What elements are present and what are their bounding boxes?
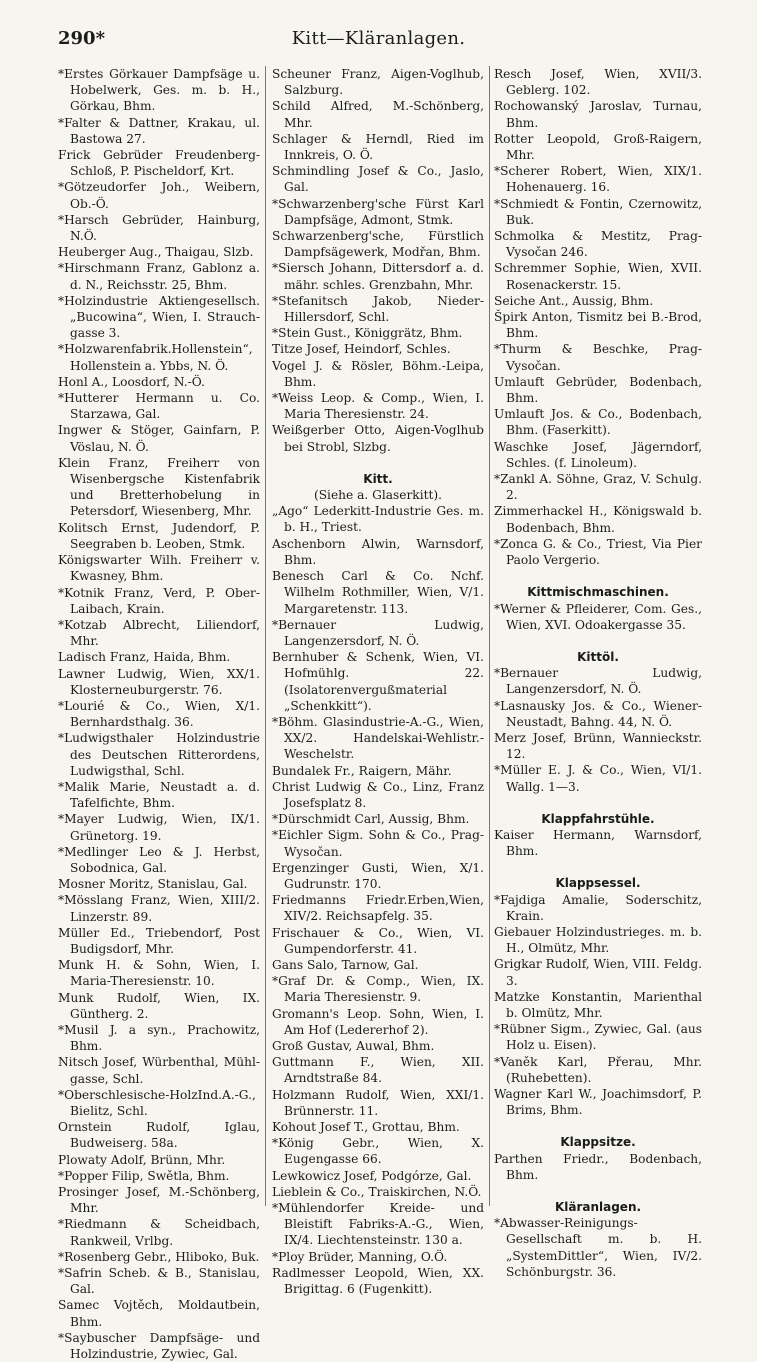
directory-entry: Nitsch Josef, Würbenthal, Mühl-gasse, Schl. (58, 1055, 260, 1086)
directory-entry: Samec Vojtěch, Moldautbein, Bhm. (58, 1298, 260, 1329)
directory-entry: Rochowanský Jaroslav, Turnau, Bhm. (494, 99, 702, 130)
directory-entry: Titze Josef, Heindorf, Schles. (272, 342, 451, 357)
directory-entry: *Scherer Robert, Wien, XIX/1. Hohenauerg. 16. (494, 164, 702, 195)
directory-entry: *Medlinger Leo & J. Herbst, Sobodnica, Gal. (58, 844, 260, 875)
directory-entry: *Musil J. a syn., Prachowitz, Bhm. (58, 1022, 260, 1054)
directory-entry: *Kotzab Albrecht, Liliendorf, Mhr. (58, 617, 260, 649)
directory-entry: *Saybuscher Dampfsäge- und Holzindustrie, Zywiec, Gal. (58, 1330, 260, 1362)
directory-entry: *Vaněk Karl, Přerau, Mhr. (Ruhebetten). (494, 1054, 702, 1085)
column-divider (489, 66, 490, 1206)
directory-entry: *Fajdiga Amalie, Soderschitz, Krain. (494, 892, 702, 923)
directory-entry: Merz Josef, Brünn, Wannieckstr. 12. (494, 730, 702, 762)
directory-entry: *Schmiedt & Fontin, Czernowitz, Buk. (494, 196, 702, 227)
directory-entry: *Rübner Sigm., Zywiec, Gal. (aus Holz u. Eisen). (494, 1022, 702, 1053)
section-spacer (494, 1118, 702, 1134)
section-heading: Kittöl. (577, 649, 619, 664)
directory-entry: Schmolka & Mestitz, Prag-Vysočan 246. (494, 229, 702, 260)
section-heading: Kittmischmaschinen. (527, 585, 669, 600)
directory-entry: Matzke Konstantin, Marienthal b. Olmütz, Mhr. (494, 989, 702, 1020)
directory-entry: Lawner Ludwig, Wien, XX/1. Klosterneuburgerstr. 76. (58, 666, 260, 697)
column-left (58, 66, 260, 1362)
directory-entry: Frischauer & Co., Wien, VI. Gumpendorferstr. 41. (272, 925, 484, 956)
directory-entry: Wagner Karl W., Joachimsdorf, P. Brims, Bhm. (494, 1086, 702, 1118)
directory-entry: Müller Ed., Triebendorf, Post Budigsdorf, Mhr. (58, 925, 260, 956)
directory-entry: Špirk Anton, Tismitz bei B.-Brod, Bhm. (494, 310, 702, 341)
directory-entry: *Stefanitsch Jakob, Nieder-Hillersdorf, Schl. (272, 293, 484, 325)
directory-entry: Rotter Leopold, Groß-Raigern, Mhr. (494, 131, 702, 163)
directory-entry: Lewkowicz Josef, Podgórze, Gal. (272, 1168, 472, 1183)
directory-entry: Schild Alfred, M.-Schönberg, Mhr. (272, 99, 484, 130)
directory-entry: Schwarzenberg'sche, Fürstlich Dampfsägewerk, Modřan, Bhm. (272, 229, 484, 260)
column-divider (265, 66, 266, 1206)
directory-entry: *Müller E. J. & Co., Wien, VI/1. Wallg. 1—3. (494, 763, 702, 794)
directory-entry: *Holzindustrie Aktiengesellsch. „Bucowina“, Wien, I. Strauch-gasse 3. (58, 293, 260, 341)
directory-entry: Kohout Josef T., Grottau, Bhm. (272, 1120, 460, 1134)
directory-entry: Honl A., Loosdorf, N.-Ö. (58, 374, 205, 389)
directory-entry: *Thurm & Beschke, Prag-Vysočan. (494, 342, 702, 373)
directory-entry: *Zankl A. Söhne, Graz, V. Schulg. 2. (494, 472, 702, 503)
directory-entry: *Falter & Dattner, Krakau, ul. Bastowa 27. (58, 115, 260, 146)
directory-entry: Parthen Friedr., Bodenbach, Bhm. (494, 1151, 702, 1182)
directory-entry: Gromann's Leop. Sohn, Wien, I. Am Hof (Ledererhof 2). (272, 1006, 484, 1037)
directory-entry: Ladisch Franz, Haida, Bhm. (58, 650, 231, 665)
directory-entry: *Schwarzenberg'sche Fürst Karl Dampfsäge, Admont, Stmk. (272, 196, 484, 227)
directory-entry: *Zonca G. & Co., Triest, Via Pier Paolo Vergerio. (494, 536, 702, 568)
directory-entry: Umlauft Gebrüder, Bodenbach, Bhm. (494, 374, 702, 406)
directory-entry: Ergenzinger Gusti, Wien, X/1. Gudrunstr. 170. (272, 860, 484, 891)
directory-entry: Königswarter Wilh. Freiherr v. Kwasney, Bhm. (58, 553, 260, 584)
directory-entry: Vogel J. & Rösler, Böhm.-Leipa, Bhm. (272, 358, 484, 389)
section-heading: Klappfahrstühle. (541, 811, 655, 826)
directory-entry: *Ludwigsthaler Holzindustrie des Deutschen Ritterordens, Ludwigsthal, Schl. (58, 731, 260, 778)
directory-entry: Radlmesser Leopold, Wien, XX. Brigittag. 6 (Fugenkitt). (272, 1265, 484, 1297)
directory-entry: Klein Franz, Freiherr von Wisenbergsche Kistenfabrik und Bretterhobelung in Petersdorf, Wiesenberg, Mhr. (58, 455, 260, 519)
directory-entry: *Werner & Pfleiderer, Com. Ges., Wien, XVI. Odoakergasse 35. (494, 601, 702, 632)
directory-entry: *Riedmann & Scheidbach, Rankweil, Vrlbg. (58, 1217, 260, 1248)
directory-entry: *Siersch Johann, Dittersdorf a. d. mähr. schles. Grenzbahn, Mhr. (272, 261, 484, 292)
section-spacer (494, 859, 702, 875)
column-right (494, 66, 702, 1280)
directory-entry: *Dürschmidt Carl, Aussig, Bhm. (272, 812, 470, 827)
section-subheading: (Siehe a. Glaserkitt). (313, 488, 443, 503)
section-heading: Kläranlagen. (554, 1200, 642, 1214)
directory-entry: *Kotnik Franz, Verd, P. Ober-Laibach, Krain. (58, 585, 260, 616)
section-spacer (494, 568, 702, 584)
directory-entry: *Bernauer Ludwig, Langenzersdorf, N. Ö. (272, 617, 484, 648)
directory-entry: Waschke Josef, Jägerndorf, Schles. (f. Linoleum). (494, 439, 702, 470)
directory-entry: *König Gebr., Wien, X. Eugengasse 66. (272, 1136, 484, 1167)
directory-entry: Aschenborn Alwin, Warnsdorf, Bhm. (272, 536, 484, 567)
section-heading: Kitt. (363, 471, 393, 486)
directory-entry: Mosner Moritz, Stanislau, Gal. (58, 877, 248, 892)
directory-entry: Ingwer & Stöger, Gainfarn, P. Vöslau, N. Ö. (58, 423, 260, 454)
directory-entry: *Böhm. Glasindustrie-A.-G., Wien, XX/2. Handelskai-Wehlistr.-Weschelstr. (272, 714, 484, 762)
section-spacer (494, 1183, 702, 1199)
directory-entry: *Lourié & Co., Wien, X/1. Bernhardsthalg. 36. (58, 698, 260, 730)
directory-entry: Ornstein Rudolf, Iglau, Budweiserg. 58a. (58, 1120, 260, 1151)
page-title: Kitt—Kläranlagen. (291, 28, 466, 49)
directory-entry: Schremmer Sophie, Wien, XVII. Rosenackerstr. 15. (494, 261, 702, 292)
directory-entry: Grigkar Rudolf, Wien, VIII. Feldg. 3. (494, 957, 702, 988)
directory-entry: *Götzeudorfer Joh., Weibern, Ob.-Ö. (58, 180, 260, 211)
directory-entry: *Stein Gust., Königgrätz, Bhm. (272, 326, 463, 341)
directory-entry: Frick Gebrüder Freudenberg-Schloß, P. Pischeldorf, Krt. (58, 148, 260, 179)
directory-entry: *Rosenberg Gebr., Hliboko, Buk. (58, 1249, 260, 1264)
section-spacer (494, 795, 702, 811)
directory-entry: *Weiss Leop. & Comp., Wien, I. Maria Theresienstr. 24. (272, 391, 484, 422)
directory-entry: Weißgerber Otto, Aigen-Voglhub bei Strobl, Slzbg. (272, 423, 484, 454)
directory-entry: Prosinger Josef, M.-Schönberg, Mhr. (58, 1185, 260, 1216)
directory-entry: Munk H. & Sohn, Wien, I. Maria-Theresienstr. 10. (58, 958, 260, 989)
directory-entry: Bernhuber & Schenk, Wien, VI. Hofmühlg. 22. (Isolatorenvergußmaterial „Schenkkitt“). (272, 650, 484, 713)
page-header (0, 28, 757, 54)
directory-entry: *Harsch Gebrüder, Hainburg, N.Ö. (58, 212, 260, 244)
directory-entry: Friedmanns Friedr.Erben,Wien, XIV/2. Reichsapfelg. 35. (272, 893, 484, 924)
directory-entry: Resch Josef, Wien, XVII/3. Geblerg. 102. (494, 67, 702, 98)
directory-entry: *Popper Filip, Swětla, Bhm. (58, 1168, 230, 1183)
directory-entry: „Ago“ Lederkitt-Industrie Ges. m. b. H., Triest. (272, 504, 484, 535)
directory-entry: *Safrin Scheb. & B., Stanislau, Gal. (58, 1266, 260, 1297)
directory-entry: Schmindling Josef & Co., Jaslo, Gal. (272, 164, 484, 195)
directory-entry: *Erstes Görkauer Dampfsäge u. Hobelwerk, Ges. m. b. H., Görkau, Bhm. (58, 67, 260, 114)
directory-entry: Umlauft Jos. & Co., Bodenbach, Bhm. (Faserkitt). (494, 407, 702, 438)
directory-entry: *Eichler Sigm. Sohn & Co., Prag-Wysočan. (272, 828, 484, 859)
directory-entry: Guttmann F., Wien, XII. Arndtstraße 84. (272, 1055, 484, 1086)
directory-entry: Holzmann Rudolf, Wien, XXI/1. Brünnerstr. 11. (272, 1087, 484, 1118)
directory-entry: *Graf Dr. & Comp., Wien, IX. Maria Theresienstr. 9. (272, 974, 484, 1005)
directory-entry: *Hutterer Hermann u. Co. Starzawa, Gal. (58, 391, 260, 422)
directory-entry: Groß Gustav, Auwal, Bhm. (272, 1038, 435, 1053)
directory-entry: Schlager & Herndl, Ried im Innkreis, O. Ö. (272, 131, 484, 163)
directory-entry: Bundalek Fr., Raigern, Mähr. (272, 763, 452, 778)
directory-entry: Gans Salo, Tarnow, Gal. (272, 957, 419, 972)
directory-entry: Giebauer Holzindustrieges. m. b. H., Olmütz, Mhr. (494, 924, 702, 956)
directory-entry: *Abwasser-Reinigungs-Gesellschaft m. b. H. „SystemDittler“, Wien, IV/2. Schönburgstr. 36. (494, 1216, 702, 1279)
directory-entry: *Oberschlesische-HolzInd.A.-G., Bielitz, Schl. (58, 1087, 256, 1118)
directory-entry: Seiche Ant., Aussig, Bhm. (494, 293, 654, 308)
section-heading: Klappsessel. (555, 876, 641, 891)
directory-entry: Munk Rudolf, Wien, IX. Güntherg. 2. (58, 990, 260, 1021)
directory-entry: Zimmerhackel H., Königswald b. Bodenbach, Bhm. (494, 504, 702, 535)
directory-entry: *Mayer Ludwig, Wien, IX/1. Grünetorg. 19. (58, 812, 260, 843)
directory-entry: Kaiser Hermann, Warnsdorf, Bhm. (494, 827, 702, 859)
column-middle (272, 66, 484, 1297)
directory-entry: *Mühlendorfer Kreide- und Bleistift Fabriks-A.-G., Wien, IX/4. Liechtensteinstr. 130 a. (272, 1201, 484, 1248)
page-number: 290* (58, 28, 105, 49)
section-spacer (494, 633, 702, 649)
directory-entry: *Bernauer Ludwig, Langenzersdorf, N. Ö. (494, 666, 702, 697)
directory-entry: Scheuner Franz, Aigen-Voglhub, Salzburg. (272, 67, 484, 98)
directory-entry: *Holzwarenfabrik.Hollenstein“, Hollenstein a. Ybbs, N. Ö. (58, 342, 253, 373)
directory-entry: Benesch Carl & Co. Nchf. Wilhelm Rothmiller, Wien, V/1. Margaretenstr. 113. (272, 569, 484, 616)
directory-entry: Heuberger Aug., Thaigau, Slzb. (58, 245, 254, 260)
directory-entry: *Lasnausky Jos. & Co., Wiener-Neustadt, Bahng. 44, N. Ö. (494, 698, 702, 729)
directory-entry: Kolitsch Ernst, Judendorf, P. Seegraben b. Leoben, Stmk. (58, 520, 260, 551)
section-spacer (272, 455, 484, 471)
directory-entry: Christ Ludwig & Co., Linz, Franz Josefsplatz 8. (272, 779, 484, 810)
directory-entry: Plowaty Adolf, Brünn, Mhr. (58, 1152, 226, 1167)
directory-entry: *Hirschmann Franz, Gablonz a. d. N., Reichsstr. 25, Bhm. (58, 261, 260, 292)
section-heading: Klappsitze. (560, 1135, 636, 1150)
directory-entry: *Malik Marie, Neustadt a. d. Tafelfichte, Bhm. (58, 779, 260, 811)
directory-entry: Lieblein & Co., Traiskirchen, N.Ö. (272, 1184, 482, 1199)
directory-entry: *Mösslang Franz, Wien, XIII/2. Linzerstr. 89. (58, 893, 260, 924)
directory-entry: *Ploy Brüder, Manning, O.Ö. (272, 1249, 448, 1264)
